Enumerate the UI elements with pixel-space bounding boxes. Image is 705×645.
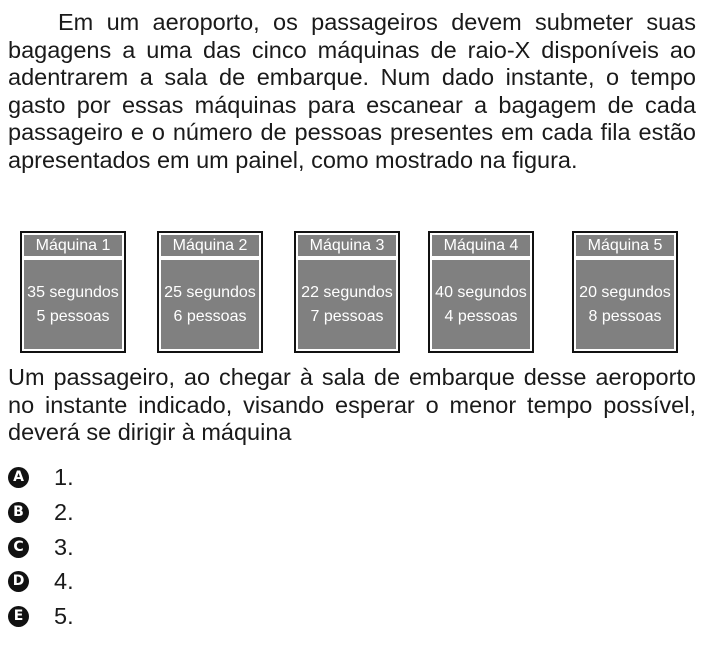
machine-time: 40 segundos [435,283,527,301]
machine-people: 4 pessoas [444,307,518,325]
option-letter-badge: C [8,537,29,558]
machine-panel-3 [294,231,400,353]
machine-people: 5 pessoas [36,307,110,325]
machine-name: Máquina 1 [24,235,122,256]
machine-info [432,260,530,349]
machine-time: 25 segundos [164,283,256,301]
machine-panel-4 [428,231,534,353]
machine-name: Máquina 2 [161,235,259,256]
option-text: 1. [54,463,74,490]
option-letter-badge: A [8,467,29,488]
option-text: 4. [54,567,74,594]
machine-panel-1 [20,231,126,353]
option-text: 2. [54,498,74,525]
option-text: 5. [54,602,74,629]
option-d[interactable] [8,566,74,596]
machine-time: 20 segundos [579,283,671,301]
machine-panel-2 [157,231,263,353]
machine-info [298,260,396,349]
machine-name: Máquina 3 [298,235,396,256]
machine-people: 7 pessoas [310,307,384,325]
option-letter-badge: E [8,606,29,627]
machine-panel-5 [572,231,678,353]
option-text: 3. [54,533,74,560]
option-a[interactable] [8,462,74,492]
option-b[interactable] [8,497,74,527]
option-letter-badge: D [8,571,29,592]
machine-time: 22 segundos [301,283,393,301]
question-stem: Um passageiro, ao chegar à sala de embarque desse aeroporto no instante indicado, visando esperar o menor tempo possível, deverá se dirigir à máquina [8,364,696,446]
machine-name: Máquina 4 [432,235,530,256]
machine-info [576,260,674,349]
option-letter-badge: B [8,502,29,523]
machine-name: Máquina 5 [576,235,674,256]
option-e[interactable] [8,601,74,631]
option-c[interactable] [8,532,74,562]
machine-people: 6 pessoas [173,307,247,325]
machine-time: 35 segundos [27,283,119,301]
machine-people: 8 pessoas [588,307,662,325]
machine-info [161,260,259,349]
machine-info [24,260,122,349]
intro-paragraph: Em um aeroporto, os passageiros devem submeter suas bagagens a uma das cinco máquinas de raio-X disponíveis ao adentrarem a sala de embarque. Num dado instante, o tempo gasto por essas máquinas para escanear a bagagem de cada passageiro e o número de pessoas presentes em cada fila estão apresentados em um painel, como mostrado na figura. [8,9,696,173]
